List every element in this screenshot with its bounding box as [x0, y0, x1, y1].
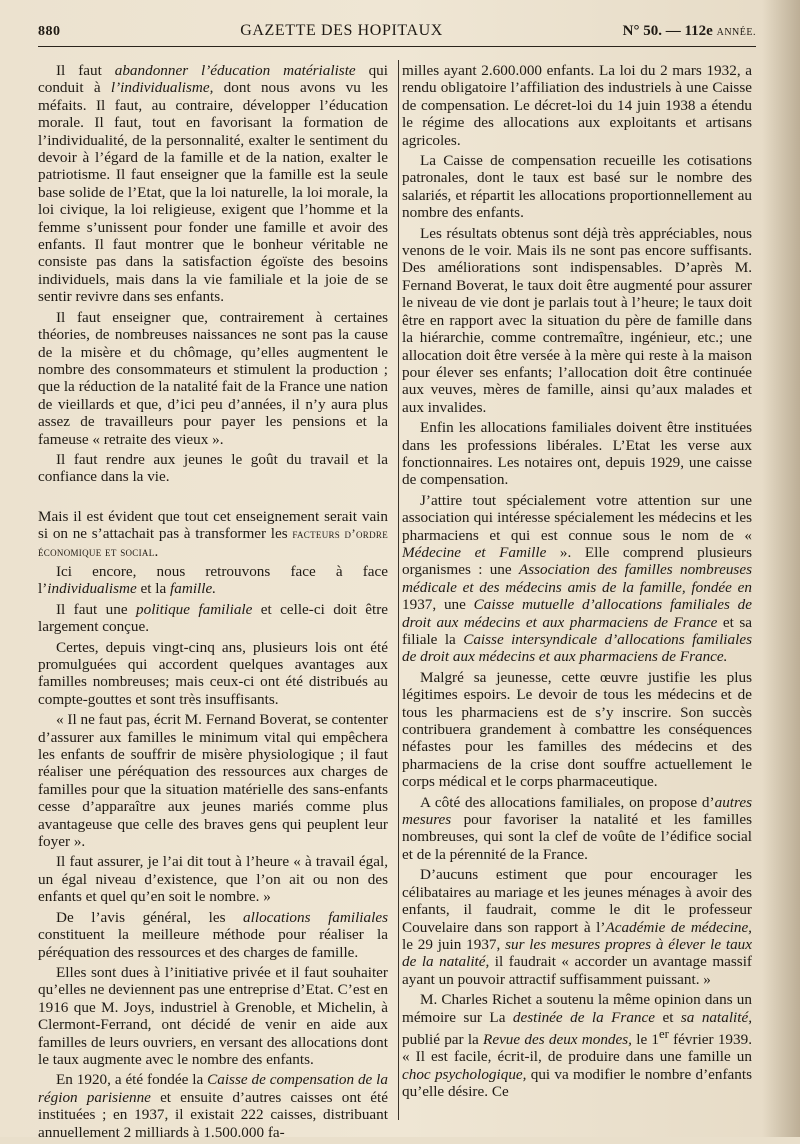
- paragraph: Il faut une politique familiale et celle-ci doit être largement conçue.: [38, 600, 388, 636]
- right-column: [402, 62, 752, 1104]
- paragraph: A côté des allocations familiales, on propose d’autres mesures pour favoriser la natalité et les familles nombreuses, qui sont la clef de voûte de l’édifice social et de la pérennité de la France.: [402, 793, 752, 863]
- paragraph: La Caisse de compensation recueille les cotisations patronales, dont le taux est basé sur le nombre des salariés, et répartit les allocations proportionnellement au nombre des enfants.: [402, 152, 752, 222]
- paragraph: Malgré sa jeunesse, cette œuvre justifie les plus légitimes espoirs. Le devoir de tous les médecins et de tous les pharmaciens est de s’y inscrire. Son succès contribuera grandement à combattre les conséquences néfastes pour les familles des médecins et des pharmaciens de la crise dont souffre actuellement le corps médical et le corps pharmaceutique.: [402, 668, 752, 791]
- paragraph: M. Charles Richet a soutenu la même opinion dans un mémoire sur La destinée de la France et sa natalité, publié par la Revue des deux mondes, le 1er février 1939. « Il est facile, écrit-il, de produire dans une famille un choc psychologique, qui va modifier le nombre d’enfants qu’elle désire. Ce: [402, 991, 753, 1101]
- issue-number: N° 50. — 112e: [622, 23, 713, 39]
- paragraph: Elles sont dues à l’initiative privée et il faut souhaiter qu’elles ne deviennent pas une entreprise d’Etat. C’est en 1916 que M. Joys, industriel à Grenoble, et Michelin, à Clermont-Ferrand, ont décidé de venir en aide aux familles de leurs ouvriers, en versant des allocations dont le taux augmente avec le nombre des enfants.: [38, 963, 388, 1068]
- journal-title: GAZETTE DES HOPITAUX: [240, 22, 443, 39]
- paragraph: J’attire tout spécialement votre attention sur une association qui intéresse spécialement les médecins et les pharmaciens et qui est connue sous le nom de « Médecine et Famille ». Elle comprend plusieurs organismes : une Association des familles nombreuses médicale et des médecins amis de la famille, fondée en 1937, une Caisse mutuelle d’allocations familiales de droit aux médecins et aux pharmaciens de France et sa filiale la Caisse intersyndicale d’allocations familiales de droit aux médecins et aux pharmaciens de France.: [402, 491, 752, 666]
- paragraph: Il faut abandonner l’éducation matérialiste qui conduit à l’individualisme, dont nous avons vu les méfaits. Il faut, au contraire, développer l’éducation morale. Il faut, tout en favorisant la formation de l’individualité, de la personnalité, exalter le sentiment du devoir à l’égard de la famille et de la nation, exalter le patriotisme. Il faut enseigner que la famille est la seule base solide de l’Etat, que la loi naturelle, la loi morale, la loi civique, la loi religieuse, exigent que l’homme et la femme s’unissent pour fonder une famille et avoir des enfants. Il faut montrer que le bonheur véritable ne consiste pas dans la satisfaction égoïste des besoins individuels, mais dans la vie familiale et la joie de se sentir revivre dans ses enfants.: [38, 62, 389, 306]
- paragraph: Certes, depuis vingt-cinq ans, plusieurs lois ont été promulguées qui accordent quelques avantages aux familles nombreuses; mais ceux-ci ont été distribués au compte-gouttes et sont très insuffisants.: [38, 638, 388, 708]
- paragraph: Les résultats obtenus sont déjà très appréciables, nous venons de le voir. Mais ils ne sont pas encore suffisants. Des améliorations sont indispensables. D’après M. Fernand Boverat, le taux doit être augmenté pour assurer le niveau de vie dont je parlais tout à l’heure; le taux doit être en rapport avec la situation du père de famille dans la hiérarchie, comme contremaître, ingénieur, etc.; une allocation doit être versée à la mère qui reste à la maison pour élever ses enfants; l’allocation doit être continuée aux veuves, mères de famille, ainsi qu’aux malades et aux invalides.: [402, 224, 752, 416]
- paragraph: De l’avis général, les allocations familiales constituent la meilleure méthode pour réaliser la péréquation des ressources et des charges de famille.: [38, 908, 388, 961]
- paragraph: « Il ne faut pas, écrit M. Fernand Boverat, se contenter d’assurer aux familles le minimum vital qui empêchera les enfants de souffrir de misère physiologique ; il faut réaliser une péréquation des ressources aux charges de familles pour que la situation matérielle des sans-enfants cesse d’apparaître aux jeunes mariés comme plus avantageuse que celle des braves gens qui peuplent leur foyer ».: [38, 711, 388, 851]
- left-column: [38, 62, 388, 1144]
- header-rule: [38, 46, 756, 47]
- paragraph: Il faut assurer, je l’ai dit tout à l’heure « à travail égal, un égal niveau d’existence, que l’on ait ou non des enfants et quel qu’en soit le nombre. »: [38, 853, 388, 906]
- paragraph: D’aucuns estiment que pour encourager les célibataires au mariage et les jeunes ménages à avoir des enfants, il faudrait, comme le dit le professeur Couvelaire dans son rapport à l’Académie de médecine, le 29 juin 1937, sur les mesures propres à élever le taux de la natalité, il faudrait « accorder un avantage massif ayant un pouvoir attractif suffisamment puissant. »: [402, 866, 752, 988]
- page-edge-shadow: [762, 0, 800, 1137]
- paragraph: Mais il est évident que tout cet enseignement serait vain si on ne s’attachait pas à transformer les facteurs d’ordre économique et social.: [38, 507, 388, 560]
- paragraph: Il faut rendre aux jeunes le goût du travail et la confiance dans la vie.: [38, 450, 388, 486]
- paragraph: Ici encore, nous retrouvons face à face l’individualisme et la famille.: [38, 562, 388, 598]
- paragraph: milles ayant 2.600.000 enfants. La loi du 2 mars 1932, a rendu obligatoire l’affiliation des industriels à une Caisse de compensation. Le décret-loi du 14 juin 1938 a étendu le régime des allocations aux exploitants et artisans agricoles.: [402, 62, 752, 149]
- running-header: [38, 22, 756, 48]
- column-divider: [398, 60, 399, 1120]
- paragraph: Il faut enseigner que, contrairement à certaines théories, de nombreuses naissances ne sont pas la cause de la misère et du chômage, qu’elles augmentent le nombre des consommateurs et stimulent la production ; que la réduction de la natalité fait de la France une nation de vieillards et que, d’ici peu d’années, il n’y aura plus assez de travailleurs pour payer les pensions et la fameuse « retraite des vieux ».: [38, 308, 388, 448]
- paragraph: En 1920, a été fondée la Caisse de compensation de la région parisienne et ensuite d’autres caisses ont été instituées ; en 1937, il existait 222 caisses, distribuant annuellement 2 milliards à 1.500.000 fa-: [38, 1071, 388, 1141]
- paragraph: Enfin les allocations familiales doivent être instituées dans les professions libérales. L’Etat les verse aux fonctionnaires. Les notaires ont, depuis 1929, une caisse de compensation.: [402, 419, 752, 489]
- issue-suffix: ANNÉE.: [716, 27, 756, 38]
- issue-label: [623, 23, 756, 40]
- page-number: 880: [38, 24, 61, 39]
